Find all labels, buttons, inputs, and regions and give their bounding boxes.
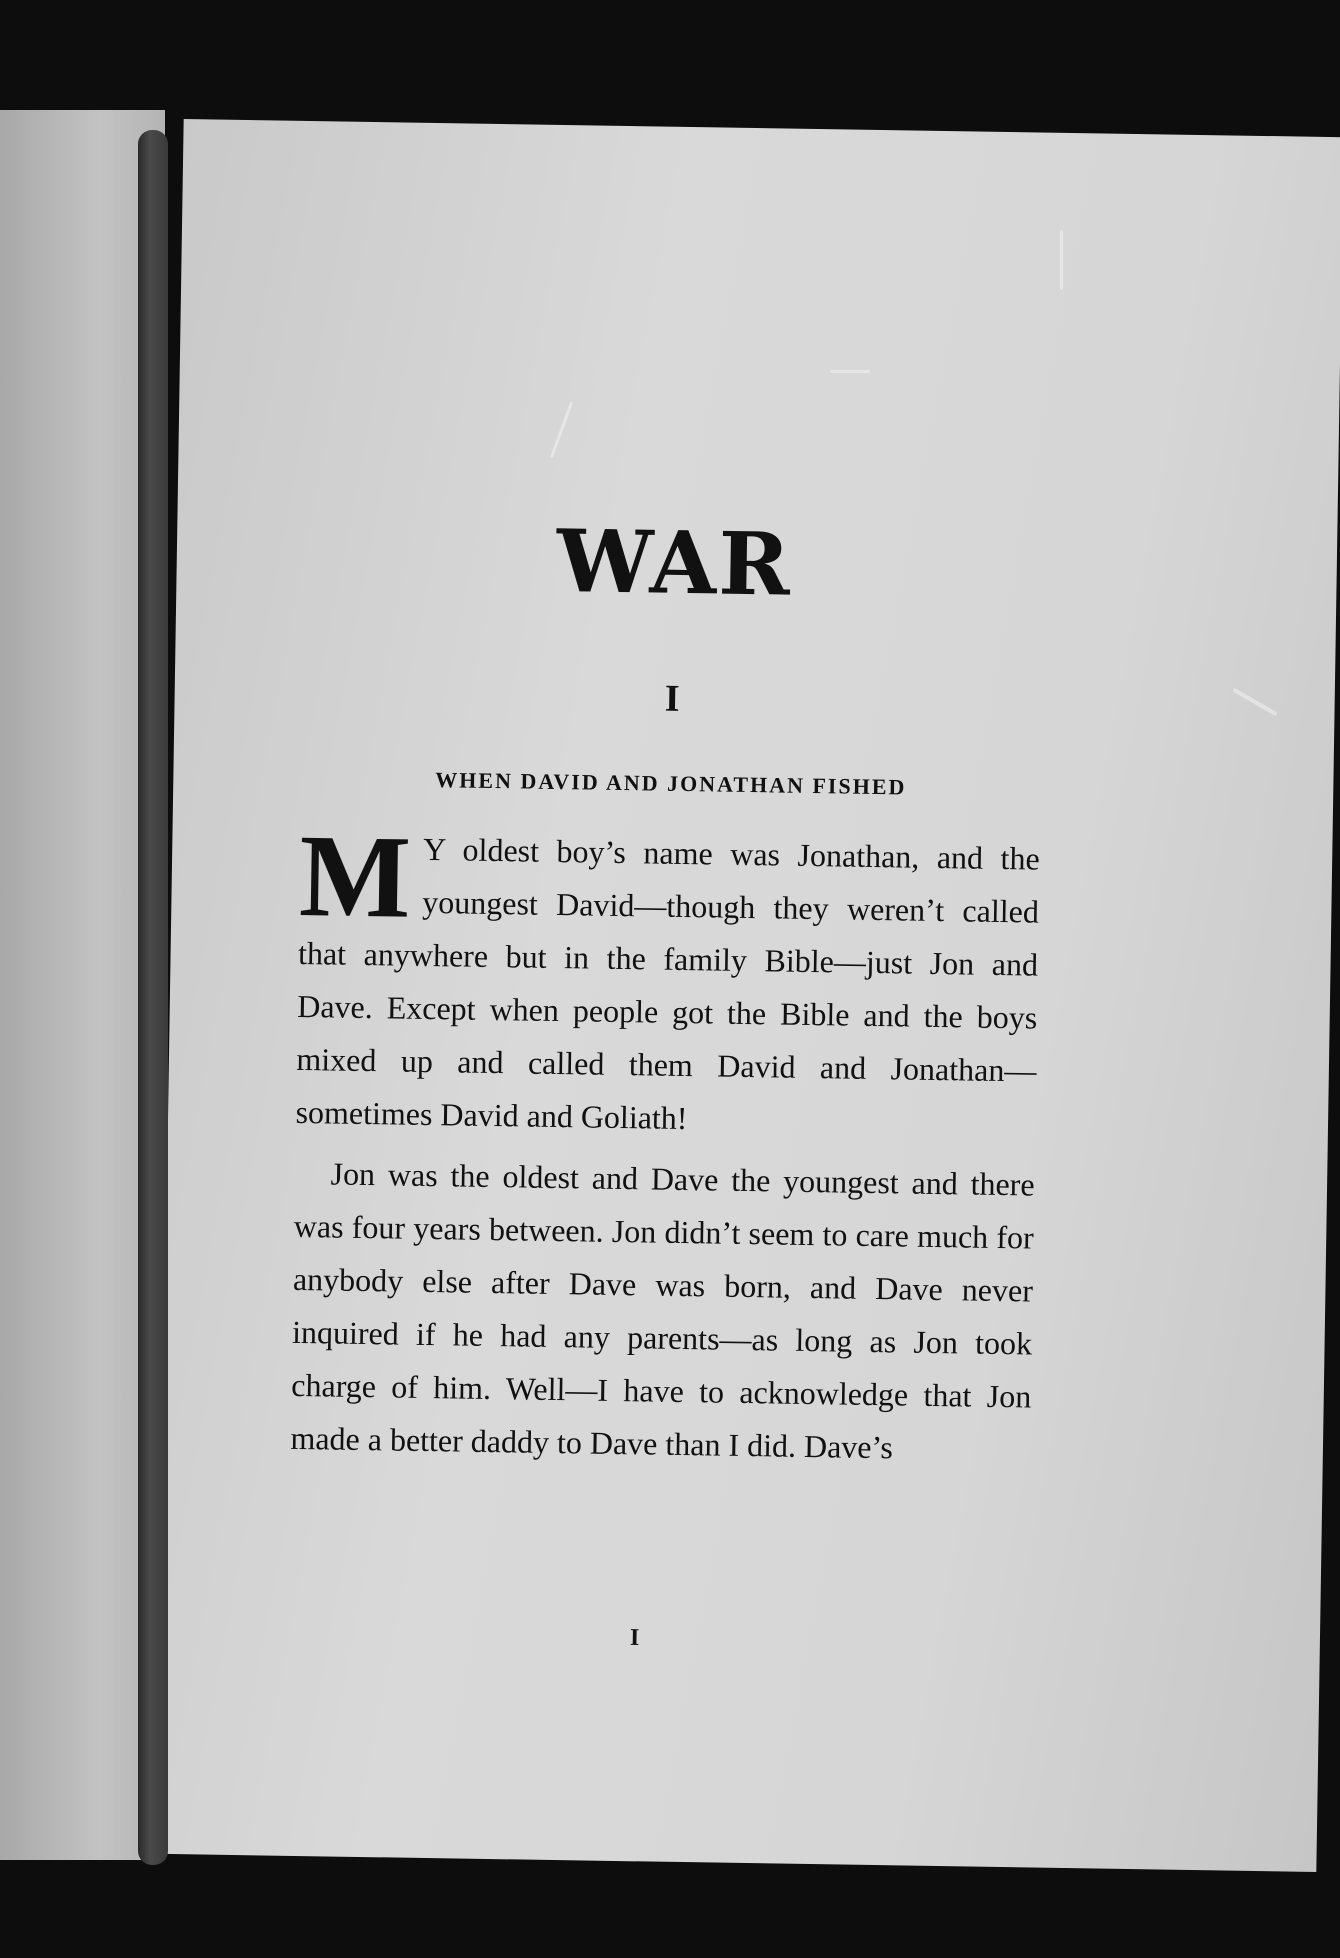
page-number: I (629, 1624, 640, 1652)
paragraph-1 (295, 809, 1040, 1151)
paragraph-1-text: Y oldest boy’s name was Jonathan, and the youngest David—though they weren’t called that anywhere but in the family Bible—just Jon and Dave. Except when people got the Bible and the boys mixed up and called them David and Jonathan—sometimes David and Goliath! (295, 830, 1040, 1137)
chapter-number: I (664, 677, 680, 720)
page-text (290, 510, 1045, 1477)
book-gutter (138, 130, 168, 1865)
scan-speck (1060, 230, 1063, 290)
chapter-heading: WHEN DAVID AND JONATHAN FISHED (435, 767, 907, 800)
paragraph-2: Jon was the oldest and Dave the youngest and there was four years between. Jon didn’t seem to care much for anybody else after Dave was born, and Dave never inquired if he had any parents—as long as Jon took charge of him. Well—I have to acknowledge that Jon made a better daddy to Dave than I did. Dave’s (290, 1155, 1035, 1466)
scan-speck (830, 370, 870, 373)
book-title: WAR (555, 510, 793, 616)
drop-cap: M (298, 809, 412, 943)
